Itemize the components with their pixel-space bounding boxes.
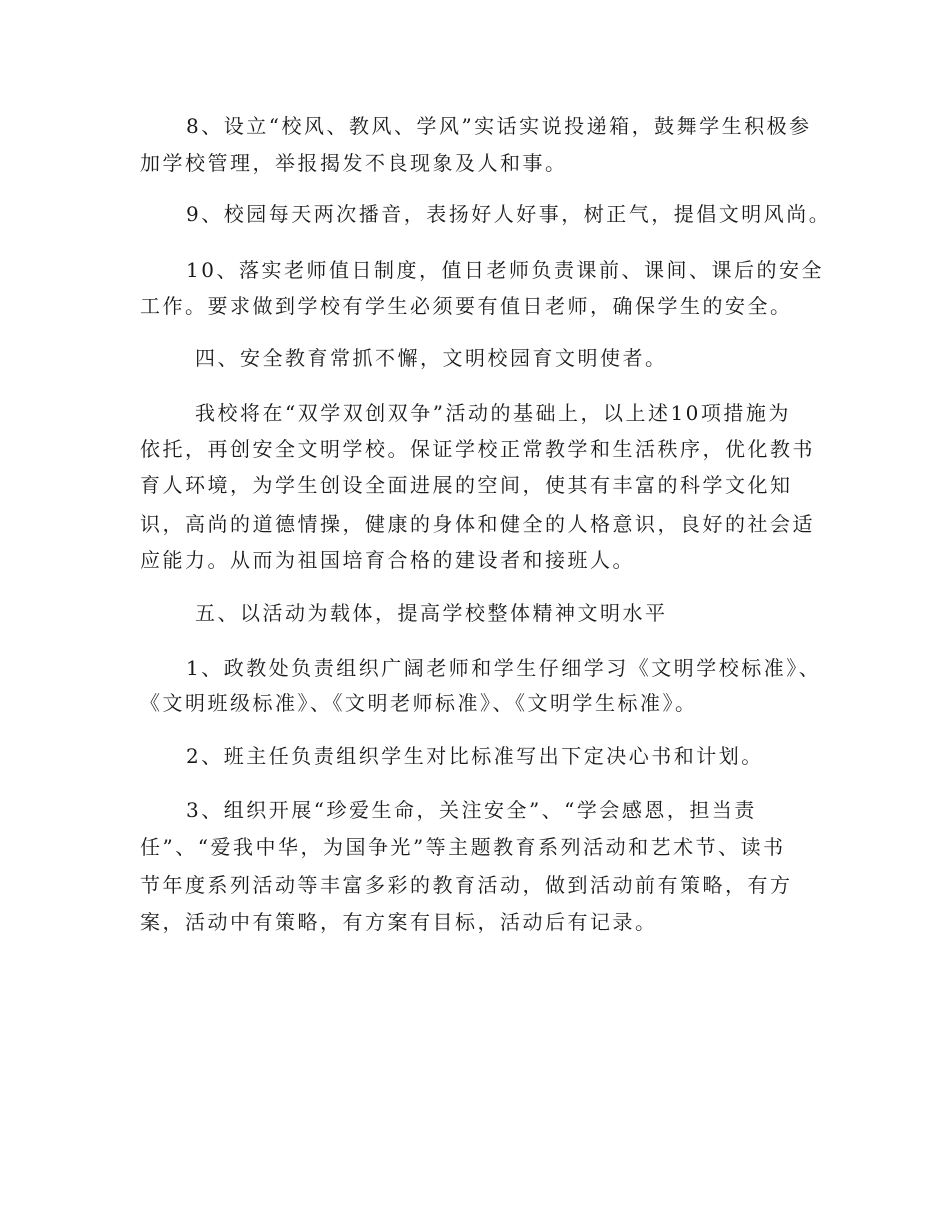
item-1-line-1: 1、政教处负责组织广阔老师和学生仔细学习《文明学校标准》、 xyxy=(186,656,822,680)
item-3-line-3: 节年度系列活动等丰富多彩的教育活动，做到活动前有策略，有方 xyxy=(140,873,793,897)
section-4-body-line-4: 识，高尚的道德情操，健康的身体和健全的人格意识，良好的社会适 xyxy=(140,512,815,536)
paragraph-9: 9、校园每天两次播音，表扬好人好事，树正气，提倡文明风尚。 xyxy=(186,202,832,226)
item-3-line-1: 3、组织开展“珍爱生命，关注安全”、“学会感恩，担当责 xyxy=(186,798,757,822)
item-2: 2、班主任负责组织学生对比标准写出下定决心书和计划。 xyxy=(186,744,764,768)
section-4-body-line-2: 依托，再创安全文明学校。保证学校正常教学和生活秩序，优化教书 xyxy=(140,437,815,461)
item-1-line-2: 《文明班级标准》、《文明老师标准》、《文明学生标准》。 xyxy=(140,691,698,715)
paragraph-8-line-2: 加学校管理，举报揭发不良现象及人和事。 xyxy=(140,151,568,175)
section-4-body-line-5: 应能力。从而为祖国培育合格的建设者和接班人。 xyxy=(140,548,635,572)
section-heading-5: 五、以活动为载体，提高学校整体精神文明水平 xyxy=(195,601,668,625)
paragraph-10-line-1: 10、落实老师值日制度，值日老师负责课前、课间、课后的安全 xyxy=(186,258,824,282)
section-4-body-line-1: 我校将在“双学双创双争”活动的基础上，以上述10项措施为 xyxy=(195,401,791,425)
item-3-line-2: 任”、“爱我中华，为国争光”等主题教育系列活动和艺术节、读书 xyxy=(140,835,786,859)
section-4-body-line-3: 育人环境，为学生创设全面进展的空间，使其有丰富的科学文化知 xyxy=(140,473,793,497)
paragraph-10-line-2: 工作。要求做到学校有学生必须要有值日老师，确保学生的安全。 xyxy=(140,294,793,318)
paragraph-8-line-1: 8、设立“校风、教风、学风”实话实说投递箱，鼓舞学生积极参 xyxy=(186,114,812,138)
section-heading-4: 四、安全教育常抓不懈，文明校园育文明使者。 xyxy=(195,346,668,370)
item-3-line-4: 案，活动中有策略，有方案有目标，活动后有记录。 xyxy=(140,910,658,934)
